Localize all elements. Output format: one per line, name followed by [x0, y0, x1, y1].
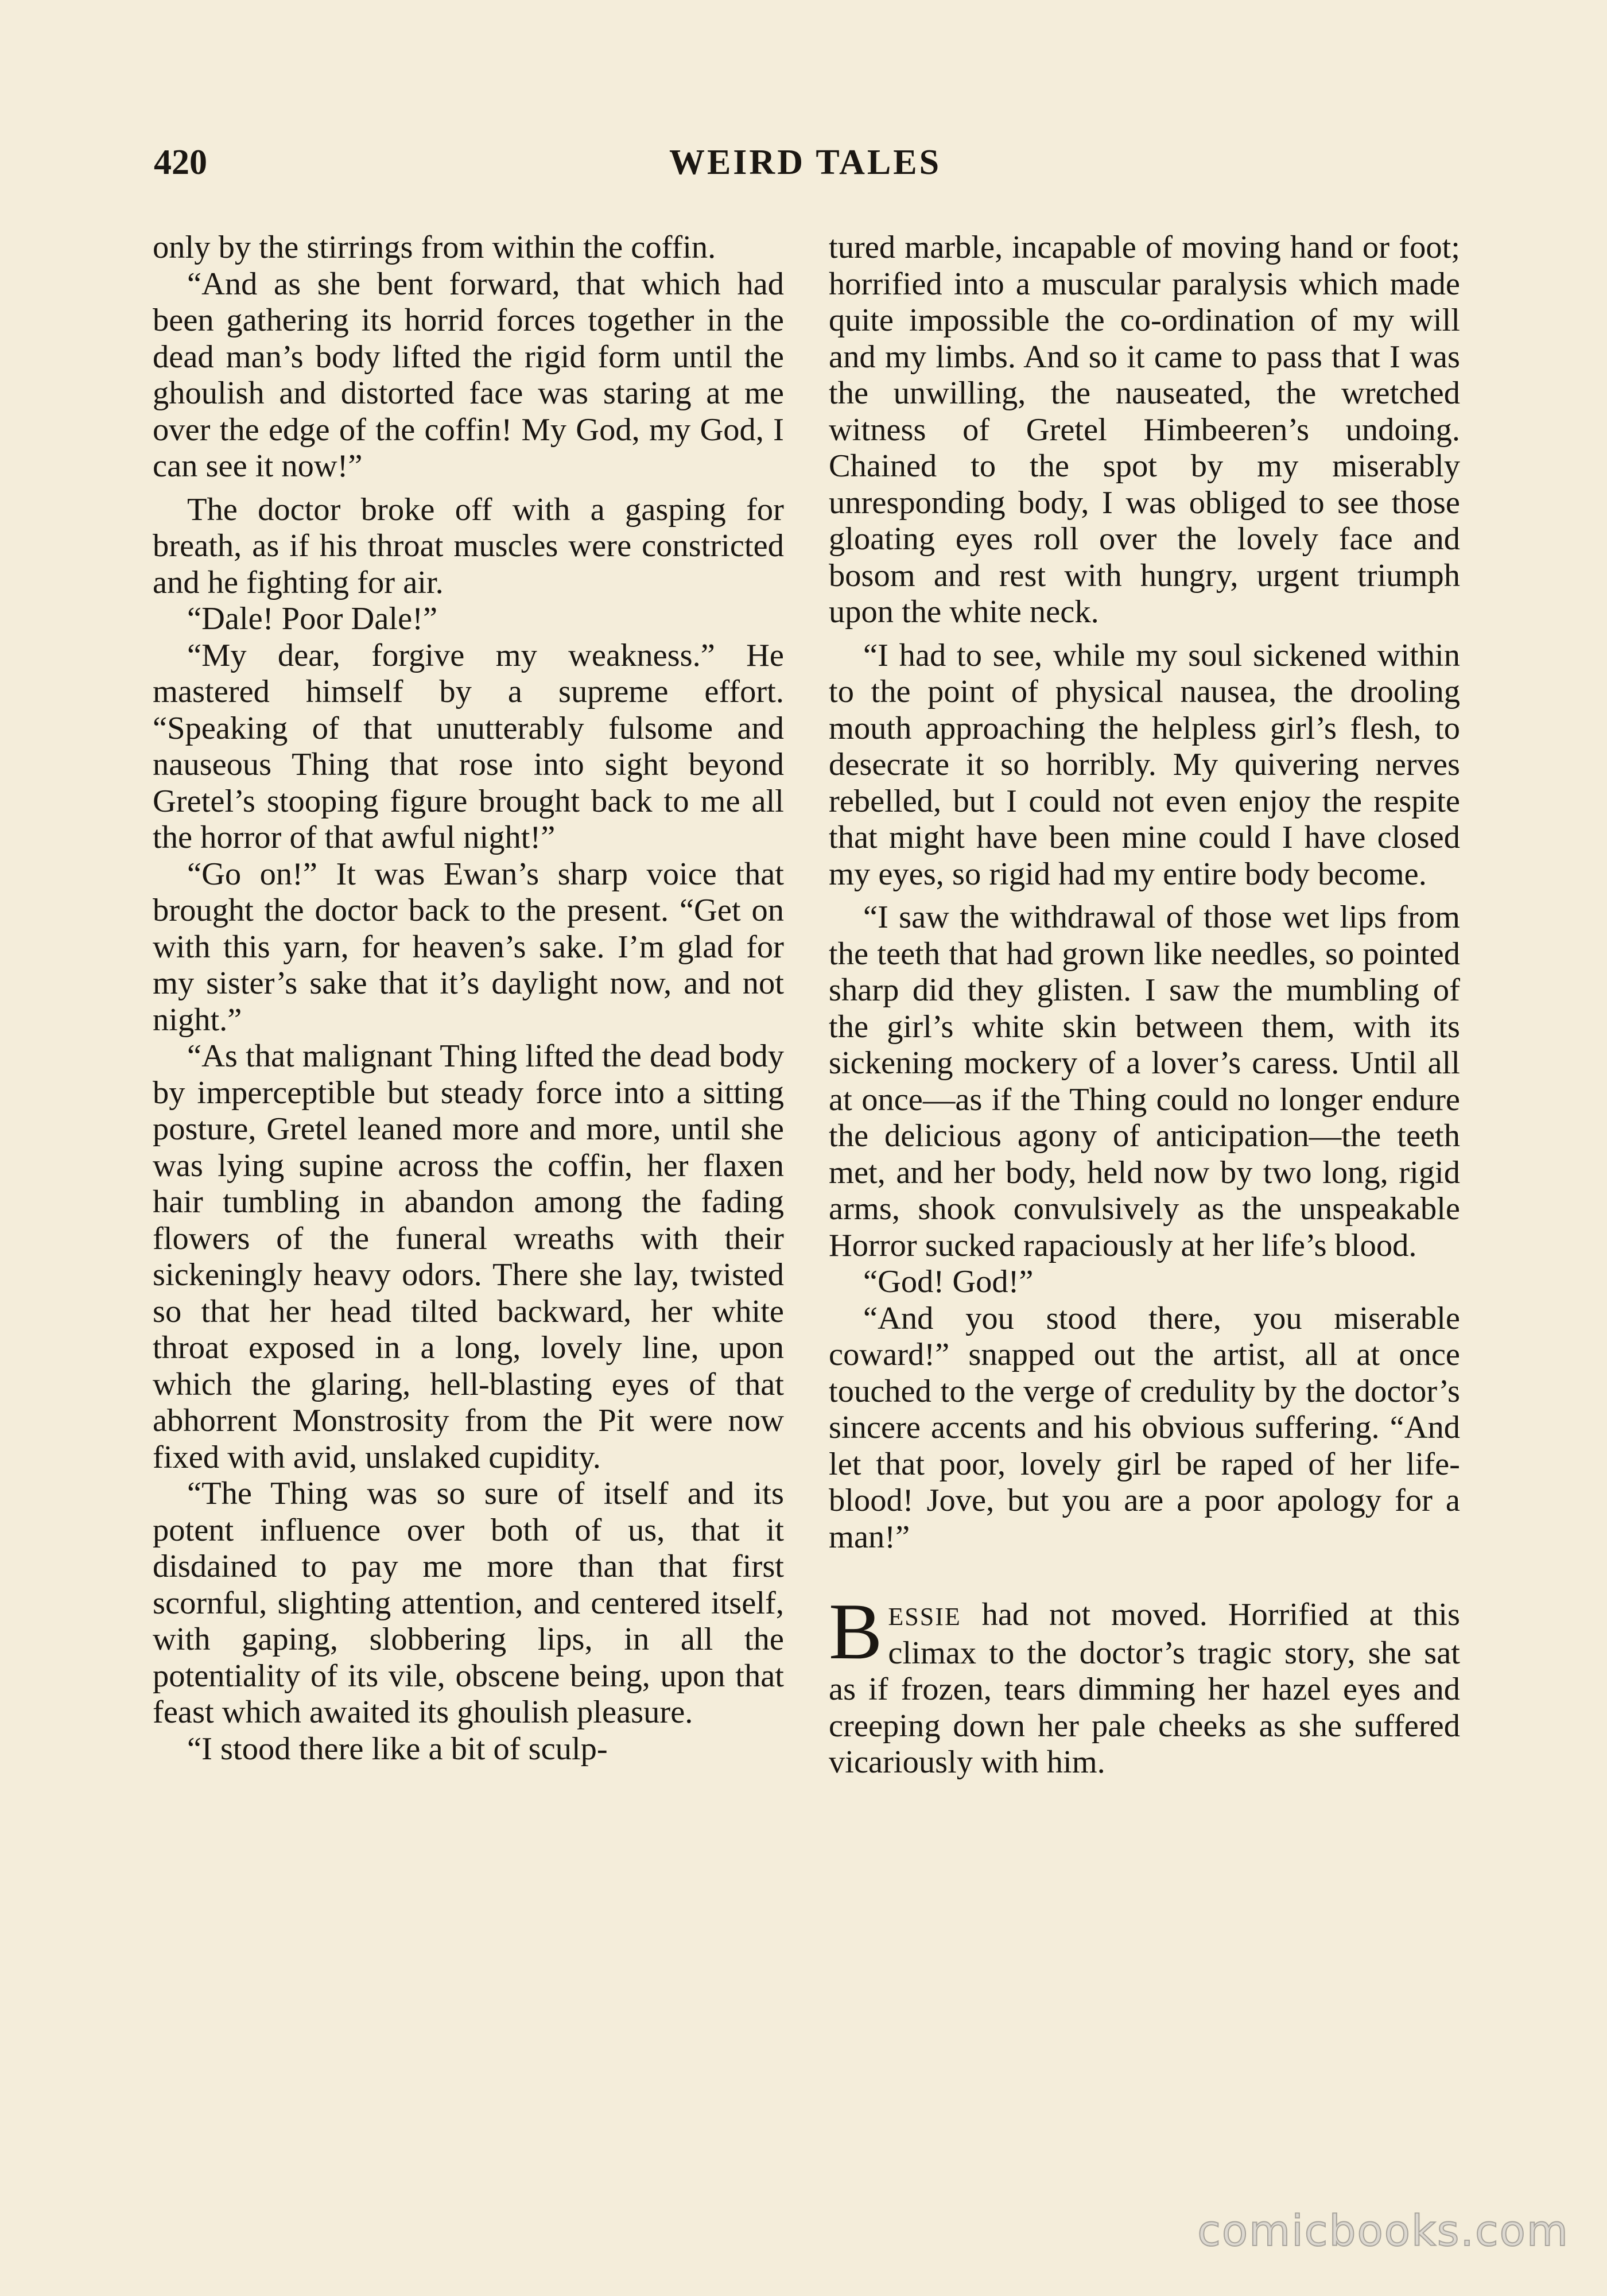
paragraph: “And as she bent forward, that which had been gathering its horrid forces together in the dead man’s body lifted the rigid form until the ghoulish and distorted face was staring at me over the edge of the coffin! My God, my God, I can see it now!” [153, 266, 784, 484]
paragraph: “I had to see, while my soul sickened within to the point of physical nausea, the drooling mouth approaching the helpless girl’s flesh, to desecrate it so horribly. My quivering nerves rebelled, but I could not even enjoy the respite that might have been mine could I have closed my eyes, so rigid had my entire body become. [829, 637, 1460, 892]
paragraph: “God! God!” [863, 1264, 1034, 1300]
drop-cap: B [829, 1587, 883, 1676]
magazine-title: WEIRD TALES [669, 143, 942, 182]
paragraph: “The Thing was so sure of itself and its potent influence over both of us, that it disdained to pay me more than that first scornful, slighting attention, and centered itself, with gaping, slobbering lips, in all the potentiality of its vile, obscene being, upon that feast which awaited its ghoulish pleasure. [153, 1476, 784, 1730]
section-opening-paragraph [829, 1587, 1460, 1781]
paragraph-text: had not moved. Horrified at this climax to the doctor’s tragic story, she sat as if frozen, tears dimming her hazel eyes and creeping down her pale cheeks as she suffered vicariously with him. [829, 1597, 1460, 1780]
watermark-text: comicbooks.com [1197, 2206, 1569, 2256]
paragraph: The doctor broke off with a gasping for breath, as if his throat muscles were constricted and he fighting for air. [153, 491, 784, 600]
paragraph: “I stood there like a bit of sculp- [187, 1731, 608, 1767]
paragraph: “My dear, forgive my weakness.” He mastered himself by a supreme effort. “Speaking of that unutterably fulsome and nauseous Thing that rose into sight beyond Gretel’s stooping figure brought back to me all the horror of that awful night!” [153, 637, 784, 855]
paragraph: “As that malignant Thing lifted the dead body by imperceptible but steady force into a sitting posture, Gretel leaned more and more, until she was lying supine across the coffin, her flaxen hair tumbling in abandon among the fading flowers of the funeral wreaths with their sickeningly heavy odors. There she lay, twisted so that her head tilted backward, her white throat exposed in a long, lovely line, upon which the glaring, hell-blasting eyes of that abhorrent Monstrosity from the Pit were now fixed with avid, unslaked cupidity. [153, 1038, 784, 1475]
paragraph: “Dale! Poor Dale!” [187, 601, 438, 637]
paragraph: “And you stood there, you miserable coward!” snapped out the artist, all at once touched to the verge of credulity by the doctor’s sincere accents and his obvious suffering. “And let that poor, lovely girl be raped of her life-blood! Jove, but you are a poor apology for a man!” [829, 1300, 1460, 1555]
paragraph: “Go on!” It was Ewan’s sharp voice that brought the doctor back to the present. “Get on with this yarn, for heaven’s sake. I’m glad for my sister’s sake that it’s daylight now, and not night.” [153, 856, 784, 1038]
paragraph: only by the stirrings from within the coffin. [153, 230, 716, 265]
left-column [153, 230, 784, 1767]
paragraph: “I saw the withdrawal of those wet lips from the teeth that had grown like needles, so pointed sharp did they glisten. I saw the mumbling of the girl’s white skin between them, with its sickening mockery of a lover’s caress. Until all at once—as if the Thing could no longer endure the delicious agony of anticipation—the teeth met, and her body, held now by two long, rigid arms, shook convulsively as the unspeakable Horror sucked rapaciously at her life’s blood. [829, 899, 1460, 1263]
page-number: 420 [154, 143, 207, 182]
small-caps-lead: ESSIE [888, 1603, 961, 1631]
paragraph: tured marble, incapable of moving hand or foot; horrified into a muscular paralysis which made quite impossible the co-ordination of my will and my limbs. And so it came to pass that I was the unwilling, the nauseated, the wretched witness of Gretel Himbeeren’s undoing. Chained to the spot by my miserably unresponding body, I was obliged to see those gloating eyes roll over the lovely face and bosom and rest with hungry, urgent triumph upon the white neck. [829, 230, 1460, 630]
page-header [154, 142, 1457, 188]
right-column [829, 230, 1460, 1781]
